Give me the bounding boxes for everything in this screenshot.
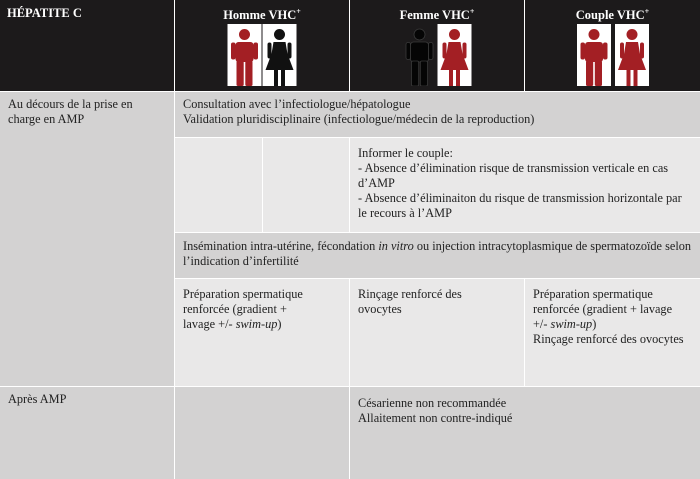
oocyte-rinse-cell-femme: Rinçage renforcé des ovocytes	[350, 279, 524, 386]
column-label-homme: Homme VHC+	[223, 6, 301, 22]
inform-couple-cell: Informer le couple: - Absence d’élimination risque de transmission verticale en cas d’AMP - Absence d’éliminaiton du risque de transmission horizontale par le recours à l’AMP	[350, 138, 700, 232]
insemination-cell: Insémination intra-utérine, fécondation in vitro ou injection intracytoplasmique de spermatozoïde selon l’indication d’infertilité	[175, 233, 700, 278]
couple-icons-femme	[403, 24, 472, 86]
couple-icons-homme	[228, 24, 297, 86]
after-amp-empty-homme	[175, 387, 349, 479]
man-healthy-icon	[403, 24, 437, 86]
woman-healthy-icon	[263, 24, 297, 86]
empty-cell-homme-b	[263, 138, 349, 232]
header-couple-vhc	[525, 0, 700, 91]
man-infected-icon	[228, 24, 262, 86]
empty-cell-homme-a	[175, 138, 262, 232]
woman-infected-icon	[615, 24, 649, 86]
couple-divider	[612, 24, 614, 86]
woman-infected-icon	[438, 24, 472, 86]
column-label-couple: Couple VHC+	[575, 6, 650, 22]
table-title-cell	[0, 0, 174, 91]
row-label-after-amp: Après AMP	[0, 387, 174, 479]
table-title: HÉPATITE C	[7, 6, 82, 20]
prep-rinse-cell-couple: Préparation spermatique renforcée (gradient + lavage +/- swim-up) Rinçage renforcé des ovocytes	[525, 279, 700, 386]
sperm-prep-cell-homme: Préparation spermatique renforcée (gradient + lavage +/- swim-up)	[175, 279, 349, 386]
after-amp-cell: Césarienne non recommandée Allaitement non contre-indiqué	[350, 387, 700, 479]
couple-icons-couple	[577, 24, 649, 86]
header-homme-vhc	[175, 0, 349, 91]
consultation-cell: Consultation avec l’infectiologue/hépatologue Validation pluridisciplinaire (infectiologue/médecin de la reproduction)	[175, 92, 700, 137]
row-label-during-amp: Au décours de la prise en charge en AMP	[0, 92, 174, 386]
header-femme-vhc	[350, 0, 524, 91]
man-infected-icon	[577, 24, 611, 86]
column-label-femme: Femme VHC+	[399, 6, 475, 22]
